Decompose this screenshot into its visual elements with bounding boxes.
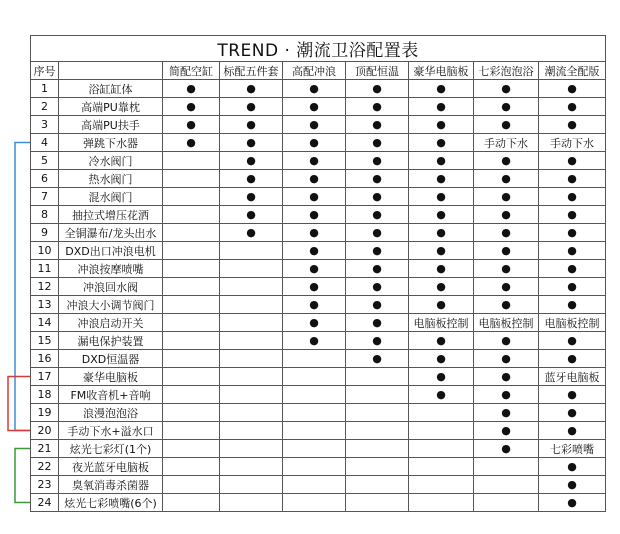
included-dot: ● <box>474 80 539 98</box>
row-item-name: FM收音机+音响 <box>59 386 163 404</box>
empty-cell <box>346 368 409 386</box>
table-row <box>31 116 606 134</box>
header-version: 豪华电脑板 <box>409 62 474 80</box>
row-index: 13 <box>31 296 59 314</box>
included-dot: ● <box>163 98 220 116</box>
table-row <box>31 332 606 350</box>
included-dot: ● <box>474 386 539 404</box>
included-dot: ● <box>220 152 283 170</box>
included-dot: ● <box>346 242 409 260</box>
empty-cell <box>283 494 346 512</box>
included-dot: ● <box>539 494 606 512</box>
row-index: 16 <box>31 350 59 368</box>
empty-cell <box>220 494 283 512</box>
row-index: 6 <box>31 170 59 188</box>
header-index: 序号 <box>31 62 59 80</box>
empty-cell <box>163 170 220 188</box>
included-dot: ● <box>220 206 283 224</box>
empty-cell <box>163 440 220 458</box>
header-item <box>59 62 163 80</box>
table-row <box>31 98 606 116</box>
empty-cell <box>163 278 220 296</box>
included-dot: ● <box>474 224 539 242</box>
included-dot: ● <box>283 134 346 152</box>
included-dot: ● <box>346 170 409 188</box>
included-dot: ● <box>474 422 539 440</box>
row-index: 11 <box>31 260 59 278</box>
row-index: 18 <box>31 386 59 404</box>
table-row <box>31 440 606 458</box>
included-dot: ● <box>539 350 606 368</box>
included-dot: ● <box>346 278 409 296</box>
included-dot: ● <box>539 206 606 224</box>
empty-cell <box>220 458 283 476</box>
empty-cell <box>346 440 409 458</box>
row-index: 20 <box>31 422 59 440</box>
included-dot: ● <box>409 278 474 296</box>
empty-cell <box>283 350 346 368</box>
configuration-table <box>30 35 606 512</box>
row-index: 2 <box>31 98 59 116</box>
included-dot: ● <box>346 188 409 206</box>
empty-cell <box>409 404 474 422</box>
included-dot: ● <box>283 296 346 314</box>
feature-note: 电脑板控制 <box>474 314 539 332</box>
empty-cell <box>163 224 220 242</box>
empty-cell <box>283 386 346 404</box>
header-version: 标配五件套 <box>220 62 283 80</box>
empty-cell <box>474 494 539 512</box>
table-row <box>31 260 606 278</box>
row-item-name: 漏电保护装置 <box>59 332 163 350</box>
empty-cell <box>283 458 346 476</box>
table-row <box>31 422 606 440</box>
row-item-name: 冲浪启动开关 <box>59 314 163 332</box>
feature-note: 蓝牙电脑板 <box>539 368 606 386</box>
empty-cell <box>163 350 220 368</box>
included-dot: ● <box>220 134 283 152</box>
header-version: 七彩泡泡浴 <box>474 62 539 80</box>
included-dot: ● <box>539 116 606 134</box>
row-item-name: 弹跳下水器 <box>59 134 163 152</box>
empty-cell <box>220 476 283 494</box>
included-dot: ● <box>539 422 606 440</box>
empty-cell <box>163 152 220 170</box>
empty-cell <box>220 422 283 440</box>
row-item-name: 臭氧消毒杀菌器 <box>59 476 163 494</box>
table-row <box>31 152 606 170</box>
row-index: 14 <box>31 314 59 332</box>
empty-cell <box>409 440 474 458</box>
included-dot: ● <box>474 206 539 224</box>
empty-cell <box>163 476 220 494</box>
table-row <box>31 404 606 422</box>
row-index: 10 <box>31 242 59 260</box>
empty-cell <box>283 440 346 458</box>
row-item-name: 浪漫泡泡浴 <box>59 404 163 422</box>
included-dot: ● <box>283 170 346 188</box>
table-row <box>31 80 606 98</box>
included-dot: ● <box>163 134 220 152</box>
included-dot: ● <box>409 134 474 152</box>
included-dot: ● <box>409 386 474 404</box>
empty-cell <box>163 296 220 314</box>
row-item-name: 冲浪大小调节阀门 <box>59 296 163 314</box>
included-dot: ● <box>474 188 539 206</box>
row-index: 23 <box>31 476 59 494</box>
empty-cell <box>163 188 220 206</box>
empty-cell <box>474 458 539 476</box>
row-index: 12 <box>31 278 59 296</box>
empty-cell <box>346 494 409 512</box>
included-dot: ● <box>283 188 346 206</box>
included-dot: ● <box>474 278 539 296</box>
row-item-name: 全铜瀑布/龙头出水 <box>59 224 163 242</box>
row-index: 3 <box>31 116 59 134</box>
empty-cell <box>346 386 409 404</box>
row-item-name: DXD出口冲浪电机 <box>59 242 163 260</box>
row-item-name: 高端PU靠枕 <box>59 98 163 116</box>
empty-cell <box>283 368 346 386</box>
included-dot: ● <box>409 152 474 170</box>
empty-cell <box>220 440 283 458</box>
row-index: 24 <box>31 494 59 512</box>
bracket-blue <box>15 143 30 431</box>
table-row <box>31 350 606 368</box>
included-dot: ● <box>539 188 606 206</box>
row-index: 17 <box>31 368 59 386</box>
empty-cell <box>163 458 220 476</box>
empty-cell <box>163 404 220 422</box>
table-row <box>31 494 606 512</box>
included-dot: ● <box>163 80 220 98</box>
included-dot: ● <box>220 116 283 134</box>
included-dot: ● <box>474 116 539 134</box>
empty-cell <box>283 422 346 440</box>
feature-note: 电脑板控制 <box>539 314 606 332</box>
included-dot: ● <box>409 296 474 314</box>
included-dot: ● <box>474 350 539 368</box>
empty-cell <box>163 422 220 440</box>
row-item-name: 浴缸缸体 <box>59 80 163 98</box>
table-row <box>31 314 606 332</box>
row-index: 21 <box>31 440 59 458</box>
table-row <box>31 476 606 494</box>
empty-cell <box>220 242 283 260</box>
included-dot: ● <box>409 116 474 134</box>
included-dot: ● <box>539 458 606 476</box>
included-dot: ● <box>283 314 346 332</box>
empty-cell <box>409 458 474 476</box>
included-dot: ● <box>474 242 539 260</box>
feature-note: 手动下水 <box>539 134 606 152</box>
empty-cell <box>220 260 283 278</box>
included-dot: ● <box>409 332 474 350</box>
included-dot: ● <box>283 332 346 350</box>
empty-cell <box>346 404 409 422</box>
included-dot: ● <box>220 170 283 188</box>
header-version: 潮流全配版 <box>539 62 606 80</box>
empty-cell <box>409 494 474 512</box>
row-item-name: 混水阀门 <box>59 188 163 206</box>
included-dot: ● <box>220 80 283 98</box>
included-dot: ● <box>539 476 606 494</box>
empty-cell <box>220 350 283 368</box>
empty-cell <box>163 206 220 224</box>
empty-cell <box>409 422 474 440</box>
included-dot: ● <box>539 404 606 422</box>
row-item-name: 炫光七彩灯(1个) <box>59 440 163 458</box>
header-version: 顶配恒温 <box>346 62 409 80</box>
empty-cell <box>346 458 409 476</box>
included-dot: ● <box>539 242 606 260</box>
included-dot: ● <box>474 296 539 314</box>
included-dot: ● <box>474 152 539 170</box>
empty-cell <box>283 476 346 494</box>
header-row <box>31 62 606 80</box>
included-dot: ● <box>474 260 539 278</box>
included-dot: ● <box>283 224 346 242</box>
included-dot: ● <box>346 350 409 368</box>
row-index: 7 <box>31 188 59 206</box>
feature-note: 手动下水 <box>474 134 539 152</box>
included-dot: ● <box>539 224 606 242</box>
table-row <box>31 278 606 296</box>
empty-cell <box>163 332 220 350</box>
row-item-name: 冲浪回水阀 <box>59 278 163 296</box>
included-dot: ● <box>409 188 474 206</box>
included-dot: ● <box>283 80 346 98</box>
included-dot: ● <box>409 224 474 242</box>
row-item-name: 热水阀门 <box>59 170 163 188</box>
empty-cell <box>346 476 409 494</box>
empty-cell <box>474 476 539 494</box>
row-item-name: DXD恒温器 <box>59 350 163 368</box>
empty-cell <box>220 368 283 386</box>
empty-cell <box>220 278 283 296</box>
table-row <box>31 134 606 152</box>
row-index: 22 <box>31 458 59 476</box>
included-dot: ● <box>283 152 346 170</box>
included-dot: ● <box>346 134 409 152</box>
table-row <box>31 368 606 386</box>
row-index: 15 <box>31 332 59 350</box>
included-dot: ● <box>539 98 606 116</box>
empty-cell <box>163 386 220 404</box>
included-dot: ● <box>283 98 346 116</box>
included-dot: ● <box>474 98 539 116</box>
empty-cell <box>220 332 283 350</box>
table-row <box>31 170 606 188</box>
row-item-name: 高端PU扶手 <box>59 116 163 134</box>
included-dot: ● <box>409 242 474 260</box>
empty-cell <box>220 404 283 422</box>
row-item-name: 冲浪按摩喷嘴 <box>59 260 163 278</box>
row-index: 9 <box>31 224 59 242</box>
included-dot: ● <box>539 296 606 314</box>
included-dot: ● <box>409 80 474 98</box>
row-index: 5 <box>31 152 59 170</box>
included-dot: ● <box>539 386 606 404</box>
bracket-red <box>8 377 30 431</box>
included-dot: ● <box>539 278 606 296</box>
table-row <box>31 206 606 224</box>
empty-cell <box>346 422 409 440</box>
table-row <box>31 224 606 242</box>
feature-note: 七彩喷嘴 <box>539 440 606 458</box>
included-dot: ● <box>346 224 409 242</box>
included-dot: ● <box>409 260 474 278</box>
included-dot: ● <box>346 314 409 332</box>
bracket-green <box>15 449 30 503</box>
included-dot: ● <box>474 368 539 386</box>
included-dot: ● <box>539 332 606 350</box>
empty-cell <box>163 242 220 260</box>
included-dot: ● <box>409 368 474 386</box>
empty-cell <box>220 314 283 332</box>
included-dot: ● <box>346 80 409 98</box>
included-dot: ● <box>474 440 539 458</box>
row-item-name: 手动下水+溢水口 <box>59 422 163 440</box>
header-version: 高配冲浪 <box>283 62 346 80</box>
table-title: TREND · 潮流卫浴配置表 <box>31 36 606 62</box>
included-dot: ● <box>283 260 346 278</box>
included-dot: ● <box>409 350 474 368</box>
table-body <box>31 80 606 512</box>
included-dot: ● <box>539 170 606 188</box>
row-index: 8 <box>31 206 59 224</box>
included-dot: ● <box>539 260 606 278</box>
included-dot: ● <box>346 206 409 224</box>
included-dot: ● <box>346 98 409 116</box>
empty-cell <box>163 494 220 512</box>
table-row <box>31 458 606 476</box>
included-dot: ● <box>346 116 409 134</box>
included-dot: ● <box>283 206 346 224</box>
table-row <box>31 242 606 260</box>
table-row <box>31 296 606 314</box>
row-item-name: 豪华电脑板 <box>59 368 163 386</box>
included-dot: ● <box>220 98 283 116</box>
row-item-name: 冷水阀门 <box>59 152 163 170</box>
row-item-name: 抽拉式增压花洒 <box>59 206 163 224</box>
table-row <box>31 188 606 206</box>
header-version: 简配空缸 <box>163 62 220 80</box>
empty-cell <box>409 476 474 494</box>
included-dot: ● <box>409 98 474 116</box>
included-dot: ● <box>346 260 409 278</box>
empty-cell <box>163 314 220 332</box>
empty-cell <box>163 260 220 278</box>
included-dot: ● <box>409 206 474 224</box>
included-dot: ● <box>346 332 409 350</box>
row-index: 4 <box>31 134 59 152</box>
included-dot: ● <box>283 278 346 296</box>
included-dot: ● <box>220 224 283 242</box>
feature-note: 电脑板控制 <box>409 314 474 332</box>
row-index: 1 <box>31 80 59 98</box>
included-dot: ● <box>346 296 409 314</box>
row-group-brackets <box>0 0 30 534</box>
included-dot: ● <box>409 170 474 188</box>
row-item-name: 夜光蓝牙电脑板 <box>59 458 163 476</box>
table-row <box>31 386 606 404</box>
included-dot: ● <box>539 152 606 170</box>
included-dot: ● <box>346 152 409 170</box>
included-dot: ● <box>474 332 539 350</box>
included-dot: ● <box>283 242 346 260</box>
row-index: 19 <box>31 404 59 422</box>
included-dot: ● <box>474 404 539 422</box>
row-item-name: 炫光七彩喷嘴(6个) <box>59 494 163 512</box>
included-dot: ● <box>283 116 346 134</box>
included-dot: ● <box>163 116 220 134</box>
empty-cell <box>220 386 283 404</box>
included-dot: ● <box>474 170 539 188</box>
included-dot: ● <box>539 80 606 98</box>
included-dot: ● <box>220 188 283 206</box>
empty-cell <box>163 368 220 386</box>
empty-cell <box>220 296 283 314</box>
empty-cell <box>283 404 346 422</box>
